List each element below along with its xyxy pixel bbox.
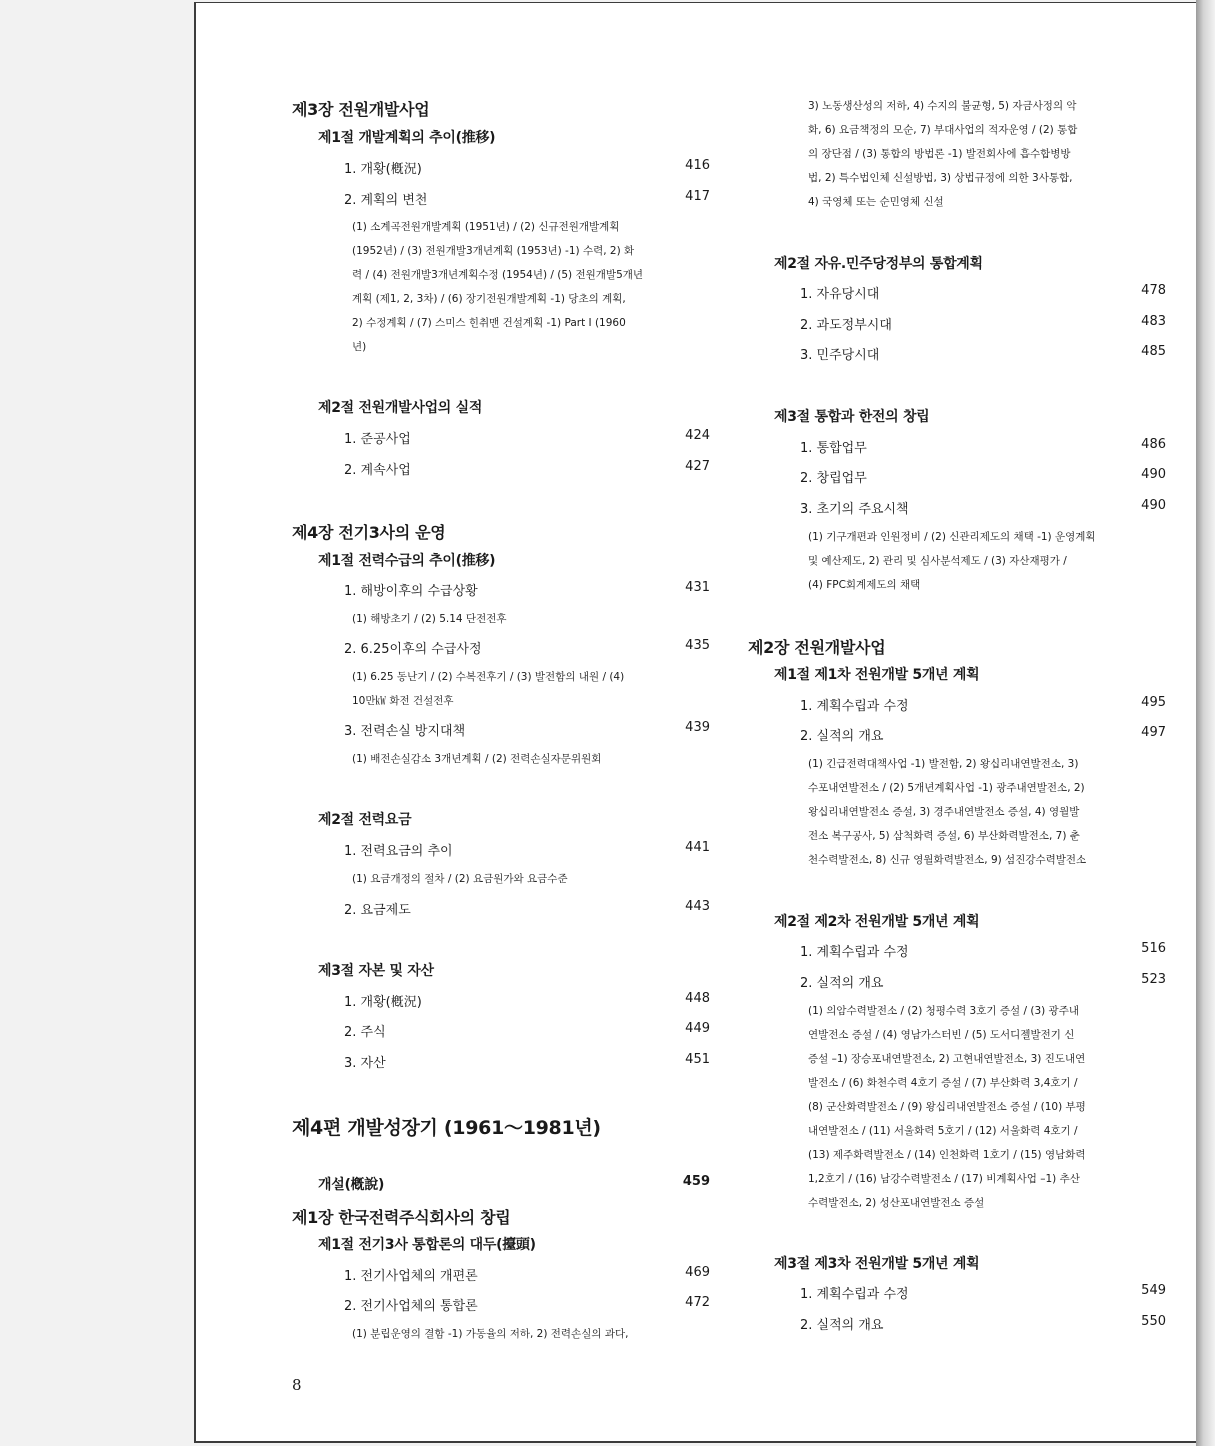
subitem-line: (1) 기구개편과 인원정비 / (2) 신관리제도의 채택 -1) 운영계획 xyxy=(808,531,1096,543)
subitem-line: 1,2호기 / (16) 남강수력발전소 / (17) 비계획사업 –1) 추산 xyxy=(808,1173,1080,1185)
part-4-heading: 제4편 개발성장기 (1961～1981년) xyxy=(292,1117,601,1139)
toc-item-page: 448 xyxy=(685,991,710,1006)
ch4-section-2-heading: 제2절 전력요금 xyxy=(318,812,412,828)
toc-item-label: 3. 초기의 주요시책 xyxy=(800,502,909,517)
toc-item-page: 451 xyxy=(685,1052,710,1067)
subitem-line: 천수력발전소, 8) 신규 영월화력발전소, 9) 섬진강수력발전소 xyxy=(808,854,1087,866)
subitem-line: 내연발전소 / (11) 서울화력 5호기 / (12) 서울화력 4호기 / xyxy=(808,1125,1078,1137)
subitem-line: (1) 의암수력발전소 / (2) 청평수력 3호기 증설 / (3) 광주내 xyxy=(808,1005,1079,1017)
p4-ch1-section-2-heading: 제2절 자유.민주당정부의 통합계획 xyxy=(774,256,983,272)
p4-ch1-section-1-heading: 제1절 전기3사 통합론의 대두(擡頭) xyxy=(318,1237,536,1253)
p4-chapter-2-heading: 제2장 전원개발사업 xyxy=(748,638,886,657)
toc-item-page: 549 xyxy=(1141,1283,1166,1298)
ch3-section-1-heading: 제1절 개발계획의 추이(推移) xyxy=(318,130,496,146)
toc-item-label: 2. 요금제도 xyxy=(344,903,411,918)
ch4-section-3-heading: 제3절 자본 및 자산 xyxy=(318,963,434,979)
subitem-line: (8) 군산화력발전소 / (9) 왕십리내연발전소 증설 / (10) 부평 xyxy=(808,1101,1086,1113)
toc-item-page: 424 xyxy=(685,428,710,443)
toc-item-page: 431 xyxy=(685,580,710,595)
toc-item-label: 3. 자산 xyxy=(344,1056,386,1071)
toc-item-label: 1. 개황(槪況) xyxy=(344,162,422,177)
toc-item-page: 417 xyxy=(685,189,710,204)
p4-ch2-section-3-heading: 제3절 제3차 전원개발 5개년 계획 xyxy=(774,1256,980,1272)
subitem-line: 의 장단점 / (3) 통합의 방법론 -1) 발전회사에 흡수합병방 xyxy=(808,148,1071,160)
toc-subitems: (1) 해방초기 / (2) 5.14 단전전후 xyxy=(352,613,507,625)
subitem-line: 10만㎾ 화전 건설전후 xyxy=(352,695,454,707)
subitem-line: (13) 제주화력발전소 / (14) 인천화력 1호기 / (15) 영남화력 xyxy=(808,1149,1086,1161)
toc-item-label: 1. 개황(槪況) xyxy=(344,995,422,1010)
overview-label: 개설(槪說) xyxy=(318,1177,385,1193)
toc-item-page: 516 xyxy=(1141,941,1166,956)
p4-ch1-section-3-heading: 제3절 통합과 한전의 창립 xyxy=(774,409,930,425)
toc-item-label: 1. 준공사업 xyxy=(344,432,411,447)
toc-item-page: 439 xyxy=(685,720,710,735)
toc-item-page: 427 xyxy=(685,459,710,474)
toc-item-page: 497 xyxy=(1141,725,1166,740)
toc-item-page: 435 xyxy=(685,638,710,653)
toc-item-page: 469 xyxy=(685,1265,710,1280)
toc-item-label: 2. 계속사업 xyxy=(344,463,411,478)
toc-subitems xyxy=(808,752,1144,872)
subitem-line: 계획 (제1, 2, 3차) / (6) 장기전원개발계획 -1) 당초의 계획, xyxy=(352,293,626,305)
toc-item-page: 416 xyxy=(685,158,710,173)
toc-item-page: 523 xyxy=(1141,972,1166,987)
toc-item-page: 490 xyxy=(1141,467,1166,482)
toc-item-page: 478 xyxy=(1141,283,1166,298)
toc-subitems: (1) 요금개정의 절차 / (2) 요금원가와 요금수준 xyxy=(352,873,568,885)
toc-item-page: 441 xyxy=(685,840,710,855)
toc-item-label: 3. 민주당시대 xyxy=(800,348,880,363)
p4-ch2-section-1-heading: 제1절 제1차 전원개발 5개년 계획 xyxy=(774,667,980,683)
toc-item-label: 1. 전력요금의 추이 xyxy=(344,844,453,859)
subitem-line: 4) 국영체 또는 순민영체 신설 xyxy=(808,196,944,208)
toc-item-label: 2. 실적의 개요 xyxy=(800,976,884,991)
ch3-section-2-heading: 제2절 전원개발사업의 실적 xyxy=(318,400,483,416)
subitem-line: (1) 긴급전력대책사업 -1) 발전함, 2) 왕십리내연발전소, 3) xyxy=(808,758,1079,770)
toc-subitems-continued xyxy=(808,94,1144,214)
toc-item-page: 486 xyxy=(1141,437,1166,452)
toc-item-label: 2. 전기사업체의 통합론 xyxy=(344,1299,478,1314)
toc-item-page: 550 xyxy=(1141,1314,1166,1329)
subitem-line: (4) FPC회계제도의 채택 xyxy=(808,579,921,591)
subitem-line: (1) 6.25 동난기 / (2) 수복전후기 / (3) 발전함의 내원 / (4) xyxy=(352,671,625,683)
subitem-line: 왕십리내연발전소 증설, 3) 경주내연발전소 증설, 4) 영월발 xyxy=(808,806,1080,818)
toc-item-page: 495 xyxy=(1141,695,1166,710)
toc-item-page: 449 xyxy=(685,1021,710,1036)
subitem-line: 증설 –1) 장승포내연발전소, 2) 고현내연발전소, 3) 진도내연 xyxy=(808,1053,1086,1065)
subitem-line: 화, 6) 요금책정의 모순, 7) 부대사업의 적자운영 / (2) 통합 xyxy=(808,124,1078,136)
toc-subitems xyxy=(352,665,688,713)
subitem-line: 전소 복구공사, 5) 삼척화력 증설, 6) 부산화력발전소, 7) 춘 xyxy=(808,830,1080,842)
overview-page: 459 xyxy=(682,1174,710,1189)
toc-item-label: 2. 창립업무 xyxy=(800,471,867,486)
toc-subitems xyxy=(352,215,688,359)
toc-item-label: 1. 계획수립과 수정 xyxy=(800,945,909,960)
toc-item-label: 1. 계획수립과 수정 xyxy=(800,1287,909,1302)
toc-item-label: 3. 전력손실 방지대책 xyxy=(344,724,466,739)
toc-item-label: 1. 해방이후의 수급상황 xyxy=(344,584,478,599)
toc-item-page: 472 xyxy=(685,1295,710,1310)
subitem-line: (1) 소계곡전원개발계획 (1951년) / (2) 신규전원개발계획 xyxy=(352,221,620,233)
toc-subitems: (1) 분립운영의 결함 -1) 가동율의 저하, 2) 전력손실의 과다, xyxy=(352,1328,629,1340)
subitem-line: 수포내연발전소 / (2) 5개년계획사업 -1) 광주내연발전소, 2) xyxy=(808,782,1085,794)
p4-ch2-section-2-heading: 제2절 제2차 전원개발 5개년 계획 xyxy=(774,914,980,930)
toc-item-page: 483 xyxy=(1141,314,1166,329)
toc-item-label: 2. 주식 xyxy=(344,1025,386,1040)
chapter-3-heading: 제3장 전원개발사업 xyxy=(292,100,430,119)
p4-chapter-1-heading: 제1장 한국전력주식회사의 창립 xyxy=(292,1208,511,1227)
ch4-section-1-heading: 제1절 전력수급의 추이(推移) xyxy=(318,553,496,569)
subitem-line: 수력발전소, 2) 성산포내연발전소 증설 xyxy=(808,1197,985,1209)
toc-item-label: 2. 6.25이후의 수급사정 xyxy=(344,642,482,657)
subitem-line: 3) 노동생산성의 저하, 4) 수지의 불균형, 5) 자금사정의 악 xyxy=(808,100,1077,112)
toc-subitems: (1) 배전손실감소 3개년계획 / (2) 전력손실자문위원회 xyxy=(352,753,602,765)
subitem-line: 력 / (4) 전원개발3개년계획수정 (1954년) / (5) 전원개발5개년 xyxy=(352,269,644,281)
toc-item-label: 2. 계획의 변천 xyxy=(344,193,428,208)
toc-item-page: 485 xyxy=(1141,344,1166,359)
toc-item-label: 1. 전기사업체의 개편론 xyxy=(344,1269,478,1284)
subitem-line: (1952년) / (3) 전원개발3개년계획 (1953년) -1) 수력, 2) 화 xyxy=(352,245,635,257)
subitem-line: 및 예산제도, 2) 관리 및 심사분석제도 / (3) 자산재평가 / xyxy=(808,555,1067,567)
toc-item-label: 1. 통합업무 xyxy=(800,441,867,456)
subitem-line: 발전소 / (6) 화천수력 4호기 증설 / (7) 부산화력 3,4호기 / xyxy=(808,1077,1078,1089)
subitem-line: 연발전소 증설 / (4) 영남가스터빈 / (5) 도서디젤발전기 신 xyxy=(808,1029,1075,1041)
toc-item-label: 2. 실적의 개요 xyxy=(800,729,884,744)
subitem-line: 년) xyxy=(352,341,367,353)
toc-item-page: 443 xyxy=(685,899,710,914)
toc-item-label: 1. 자유당시대 xyxy=(800,287,880,302)
toc-subitems xyxy=(808,999,1144,1215)
page-edge-shadow xyxy=(1196,0,1215,1446)
chapter-4-heading: 제4장 전기3사의 운영 xyxy=(292,523,446,542)
toc-item-label: 2. 과도정부시대 xyxy=(800,318,892,333)
toc-subitems xyxy=(808,525,1144,597)
subitem-line: 2) 수정계획 / (7) 스미스 힌취맨 건설계획 -1) Part Ⅰ (1960 xyxy=(352,317,626,329)
subitem-line: 법, 2) 특수법인체 신설방법, 3) 상법규정에 의한 3사통합, xyxy=(808,172,1073,184)
page-number: 8 xyxy=(292,1376,302,1394)
toc-item-label: 2. 실적의 개요 xyxy=(800,1318,884,1333)
toc-item-label: 1. 계획수립과 수정 xyxy=(800,699,909,714)
toc-item-page: 490 xyxy=(1141,498,1166,513)
